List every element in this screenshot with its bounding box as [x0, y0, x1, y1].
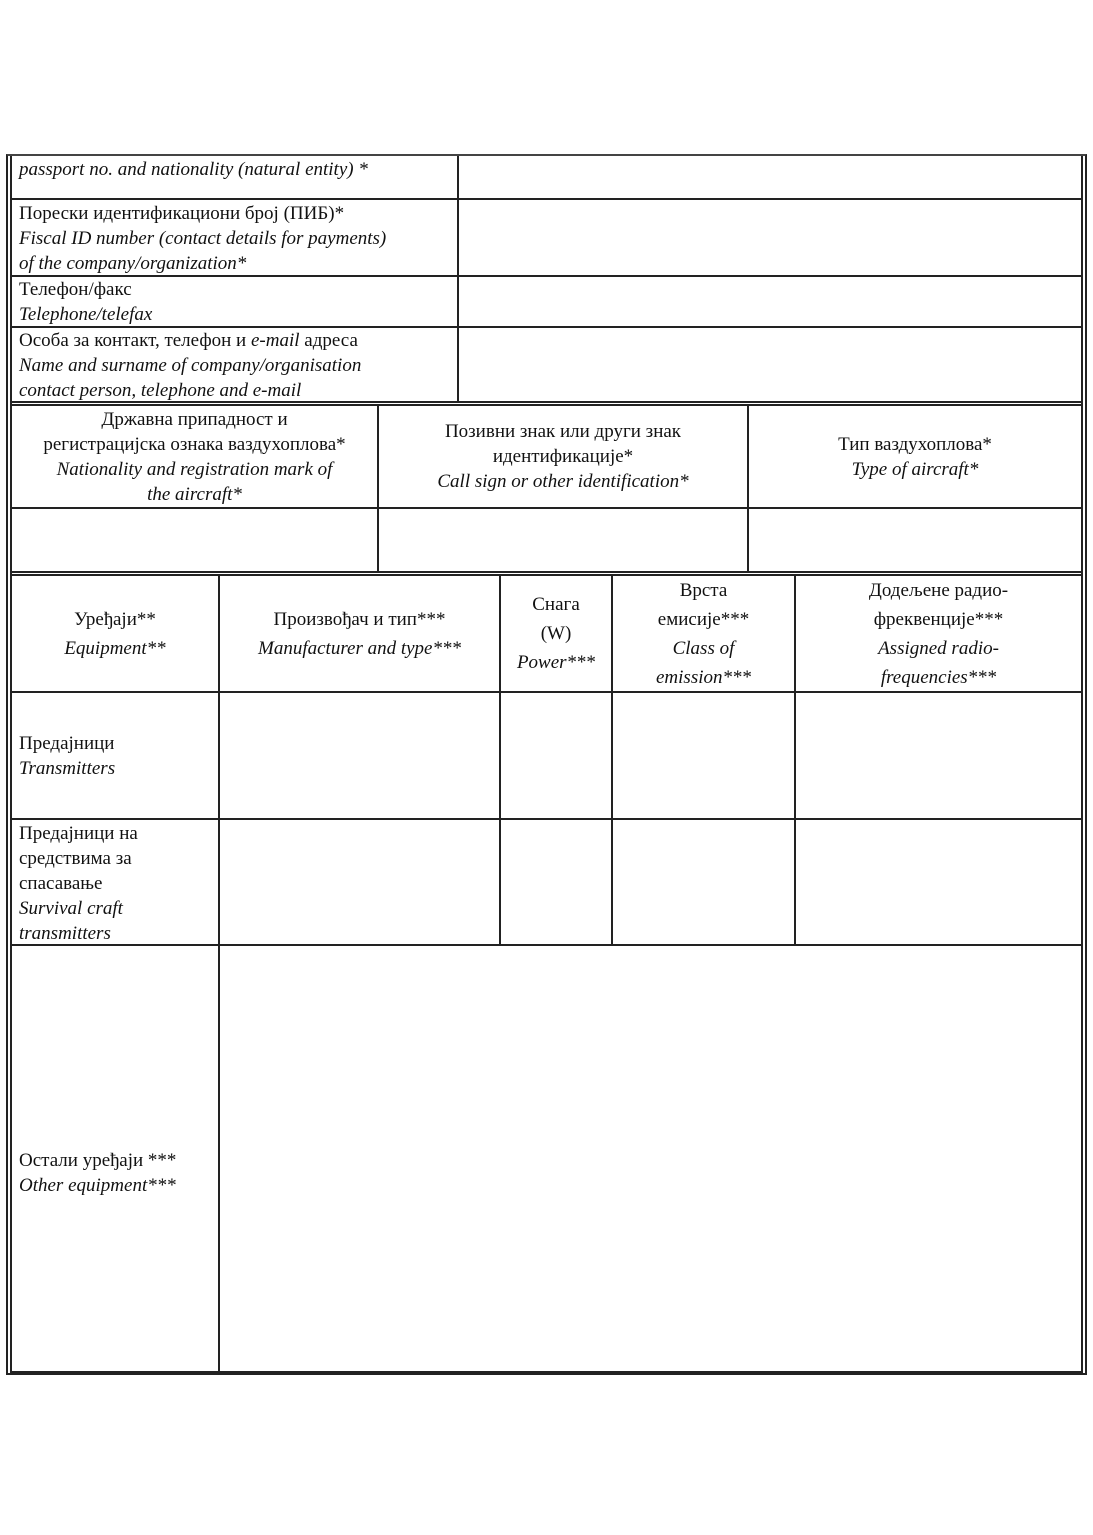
frequencies-sr-line2: фреквенције***	[873, 608, 1004, 630]
contact-person-label	[19, 328, 455, 403]
contact-sr-email-italic: e-mail	[250, 330, 300, 351]
transmitters-label-en: Transmitters	[19, 757, 116, 779]
other-equipment-sr: Остали уређаји ***	[19, 1149, 177, 1171]
aircraft-type-en: Type of aircraft*	[851, 458, 979, 480]
survival-craft-sr-line3: спасавање	[19, 873, 103, 894]
frequencies-sr-line1: Додељене радио-	[868, 579, 1009, 601]
equipment-header-sr: Уређаји**	[74, 608, 156, 630]
manufacturer-header-sr: Произвођач и тип***	[273, 608, 446, 630]
transmitters-emission-field[interactable]	[613, 693, 794, 818]
passport-label-en: passport no. and nationality (natural entity) *	[19, 159, 368, 180]
equipment-header	[12, 576, 218, 691]
survival-craft-power-field[interactable]	[501, 820, 611, 944]
transmitters-frequencies-field[interactable]	[796, 693, 1081, 818]
passport-field[interactable]	[460, 157, 1081, 198]
frequencies-en-line2: frequencies***	[880, 666, 997, 688]
survival-craft-emission-field[interactable]	[613, 820, 794, 944]
equipment-header-en: Equipment**	[64, 637, 166, 659]
call-sign-header	[379, 406, 747, 507]
telephone-label-en: Telephone/telefax	[19, 304, 153, 325]
call-sign-sr-line2: идентификације*	[492, 446, 634, 467]
transmitters-power-field[interactable]	[501, 693, 611, 818]
frequencies-header	[796, 576, 1081, 691]
emission-class-en-line1: Class of	[672, 637, 735, 659]
contact-person-label-en-line2: contact person, telephone and e-mail	[19, 380, 302, 401]
power-header-en: Power***	[516, 652, 596, 673]
section-bottom-line	[10, 571, 1083, 573]
fiscal-id-label-sr: Порески идентификациони број (ПИБ)*	[19, 203, 345, 224]
contact-person-field[interactable]	[460, 328, 1081, 401]
transmitters-label	[19, 693, 217, 818]
contact-sr-part2: адреса	[299, 330, 358, 351]
survival-craft-manufacturer-field[interactable]	[220, 820, 499, 944]
contact-sr-part1: Особа за контакт, телефон и	[19, 330, 251, 351]
telephone-label	[19, 277, 455, 327]
survival-craft-frequencies-field[interactable]	[796, 820, 1081, 944]
other-equipment-field[interactable]	[220, 946, 1081, 1371]
call-sign-field[interactable]	[379, 509, 747, 571]
other-equipment-label	[19, 946, 217, 1371]
registration-mark-field[interactable]	[12, 509, 377, 571]
fiscal-id-label-en-line1: Fiscal ID number (contact details for payments)	[19, 228, 387, 249]
call-sign-sr-line1: Позивни знак или други знак	[444, 421, 682, 442]
telephone-field[interactable]	[460, 277, 1081, 326]
aircraft-type-sr: Тип ваздухоплова*	[838, 433, 992, 455]
registration-mark-sr-line1: Државна припадност и	[101, 408, 288, 430]
survival-craft-en-line2: transmitters	[19, 923, 111, 944]
call-sign-en-line1: Call sign or other identification*	[437, 471, 689, 492]
frame-inner-bottom-line	[10, 1371, 1083, 1373]
other-equipment-en: Other equipment***	[19, 1174, 176, 1196]
registration-mark-en-line1: Nationality and registration mark of	[56, 458, 333, 480]
registration-mark-sr-line2: регистрацијска ознака ваздухоплова*	[43, 433, 346, 455]
emission-class-en-line2: emission***	[656, 666, 751, 688]
frame-inner-right-line	[1081, 156, 1083, 1372]
registration-mark-en-line2: the aircraft*	[147, 483, 242, 505]
column-divider	[457, 156, 459, 402]
contact-person-label-en-line1: Name and surname of company/organisation	[19, 355, 362, 376]
survival-craft-sr-line1: Предајници на	[19, 823, 138, 844]
fiscal-id-label-en-line2: of the company/organization*	[19, 253, 247, 274]
manufacturer-header	[220, 576, 499, 691]
aircraft-type-field[interactable]	[749, 509, 1081, 571]
survival-craft-label	[19, 821, 217, 946]
emission-class-sr-line2: емисије***	[657, 608, 750, 630]
survival-craft-en-line1: Survival craft	[19, 898, 123, 919]
emission-class-header	[613, 576, 794, 691]
contact-person-label-sr	[19, 328, 455, 353]
power-header-sr-line1: Снага	[532, 594, 580, 615]
survival-craft-sr-line2: средствима за	[19, 848, 132, 869]
telephone-label-sr: Телефон/факс	[19, 279, 132, 300]
fiscal-id-label	[19, 201, 455, 276]
registration-mark-header	[12, 406, 377, 507]
manufacturer-header-en: Manufacturer and type***	[258, 637, 461, 659]
power-header	[501, 576, 611, 691]
transmitters-manufacturer-field[interactable]	[220, 693, 499, 818]
frame-inner-left-line	[10, 156, 12, 1372]
frequencies-en-line1: Assigned radio-	[878, 637, 999, 659]
row-divider	[10, 198, 1083, 200]
emission-class-sr-line1: Врста	[679, 579, 728, 601]
passport-label	[19, 157, 455, 182]
transmitters-label-sr: Предајници	[19, 732, 115, 754]
fiscal-id-field[interactable]	[460, 201, 1081, 275]
power-header-sr-line2: (W)	[540, 623, 572, 644]
aircraft-type-header	[749, 406, 1081, 507]
